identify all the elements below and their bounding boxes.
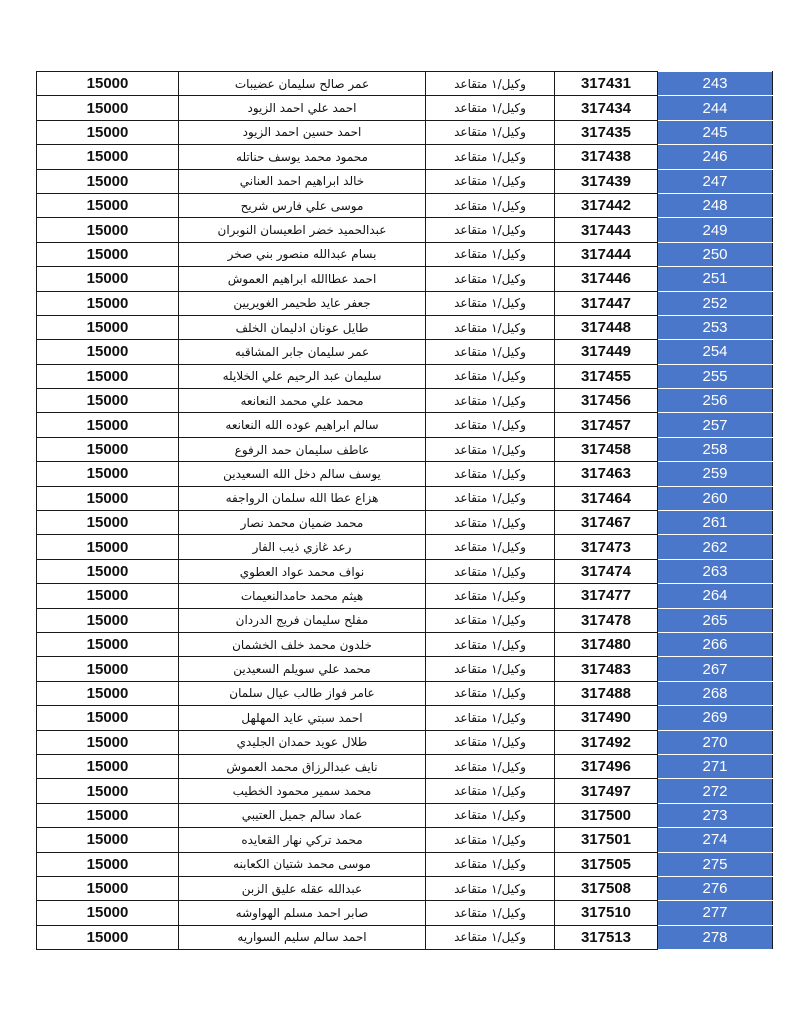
name-cell-text: احمد علي احمد الزيود (247, 101, 357, 116)
id-cell: 317492 (555, 730, 658, 754)
rank-cell (426, 852, 555, 876)
name-cell-text: عمر سليمان جابر المشاقبه (234, 344, 370, 359)
name-cell-text: نايف عبدالرزاق محمد العموش (226, 759, 378, 774)
name-cell-text: عمر صالح سليمان عضيبات (234, 76, 370, 91)
table-row (37, 925, 773, 949)
rank-cell-text: وكيل/١ متقاعد (454, 808, 526, 823)
name-cell (179, 413, 426, 437)
rank-cell-text: وكيل/١ متقاعد (454, 662, 526, 677)
sequence-cell: 269 (658, 706, 773, 730)
amount-cell: 15000 (37, 267, 179, 291)
amount-cell: 15000 (37, 169, 179, 193)
table-row (37, 754, 773, 778)
table-row (37, 437, 773, 461)
table-row (37, 242, 773, 266)
amount-cell: 15000 (37, 730, 179, 754)
rank-cell-text: وكيل/١ متقاعد (454, 101, 526, 116)
id-cell: 317438 (555, 145, 658, 169)
rank-cell (426, 267, 555, 291)
name-cell-text: خالد ابراهيم احمد العناني (239, 174, 365, 189)
name-cell (179, 169, 426, 193)
sequence-cell: 272 (658, 779, 773, 803)
rank-cell-text: وكيل/١ متقاعد (454, 344, 526, 359)
amount-cell: 15000 (37, 413, 179, 437)
amount-cell: 15000 (37, 779, 179, 803)
sequence-cell: 267 (658, 657, 773, 681)
rank-cell-text: وكيل/١ متقاعد (454, 174, 526, 189)
name-cell-text: هزاع عطا الله سلمان الرواجفه (225, 491, 379, 506)
name-cell-text: عامر فواز طالب عيال سلمان (229, 686, 375, 701)
amount-cell: 15000 (37, 340, 179, 364)
rank-cell (426, 779, 555, 803)
id-cell: 317444 (555, 242, 658, 266)
name-cell-text: موسى محمد شتيان الكعابنه (233, 857, 371, 872)
id-cell: 317497 (555, 779, 658, 803)
rank-cell (426, 462, 555, 486)
rank-cell (426, 584, 555, 608)
table-row (37, 828, 773, 852)
rank-cell (426, 486, 555, 510)
id-cell: 317434 (555, 96, 658, 120)
id-cell: 317464 (555, 486, 658, 510)
table-row (37, 389, 773, 413)
sequence-cell: 278 (658, 925, 773, 949)
rank-cell-text: وكيل/١ متقاعد (454, 686, 526, 701)
rank-cell-text: وكيل/١ متقاعد (454, 271, 526, 286)
rank-cell-text: وكيل/١ متقاعد (454, 198, 526, 213)
rank-cell-text: وكيل/١ متقاعد (454, 784, 526, 799)
table-body (37, 72, 773, 950)
rank-cell-text: وكيل/١ متقاعد (454, 125, 526, 140)
id-cell: 317500 (555, 803, 658, 827)
rank-cell (426, 340, 555, 364)
sequence-cell: 273 (658, 803, 773, 827)
rank-cell (426, 608, 555, 632)
rank-cell-text: وكيل/١ متقاعد (454, 613, 526, 628)
sequence-cell: 243 (658, 72, 773, 96)
rank-cell-text: وكيل/١ متقاعد (454, 735, 526, 750)
id-cell: 317505 (555, 852, 658, 876)
rank-cell (426, 925, 555, 949)
amount-cell: 15000 (37, 437, 179, 461)
id-cell: 317513 (555, 925, 658, 949)
name-cell (179, 511, 426, 535)
sequence-cell: 275 (658, 852, 773, 876)
table-row (37, 706, 773, 730)
id-cell: 317449 (555, 340, 658, 364)
sequence-cell: 261 (658, 511, 773, 535)
name-cell-text: بسام عبدالله منصور بني صخر (227, 247, 377, 262)
id-cell: 317496 (555, 754, 658, 778)
sequence-cell: 246 (658, 145, 773, 169)
name-cell-text: جعفر عايد طحيمر الغويريين (233, 296, 371, 311)
name-cell (179, 681, 426, 705)
rank-cell-text: وكيل/١ متقاعد (454, 881, 526, 896)
name-cell-text: محمد سمير محمود الخطيب (232, 784, 372, 799)
rank-cell-text: وكيل/١ متقاعد (454, 540, 526, 555)
sequence-cell: 256 (658, 389, 773, 413)
id-cell: 317488 (555, 681, 658, 705)
rank-cell-text: وكيل/١ متقاعد (454, 223, 526, 238)
rank-cell (426, 828, 555, 852)
table-row (37, 267, 773, 291)
amount-cell: 15000 (37, 925, 179, 949)
table-row (37, 413, 773, 437)
sequence-cell: 251 (658, 267, 773, 291)
sequence-cell: 270 (658, 730, 773, 754)
name-cell (179, 291, 426, 315)
amount-cell: 15000 (37, 291, 179, 315)
rank-cell-text: وكيل/١ متقاعد (454, 76, 526, 91)
rank-cell (426, 535, 555, 559)
sequence-cell: 260 (658, 486, 773, 510)
id-cell: 317473 (555, 535, 658, 559)
sequence-cell: 262 (658, 535, 773, 559)
name-cell-text: يوسف سالم دخل الله السعيدين (223, 466, 381, 481)
amount-cell: 15000 (37, 511, 179, 535)
rank-cell (426, 681, 555, 705)
name-cell-text: محمد علي سويلم السعيدين (233, 662, 371, 677)
name-cell (179, 803, 426, 827)
table-row (37, 145, 773, 169)
sequence-cell: 268 (658, 681, 773, 705)
name-cell-text: طلال عويد حمدان الجليدي (236, 735, 368, 750)
name-cell-text: خلدون محمد خلف الخشمان (232, 637, 372, 652)
name-cell-text: سالم ابراهيم عوده الله النعانعه (225, 418, 379, 433)
rank-cell-text: وكيل/١ متقاعد (454, 491, 526, 506)
rank-cell (426, 803, 555, 827)
rank-cell-text: وكيل/١ متقاعد (454, 905, 526, 920)
table-row (37, 291, 773, 315)
amount-cell: 15000 (37, 96, 179, 120)
table-row (37, 340, 773, 364)
amount-cell: 15000 (37, 657, 179, 681)
name-cell (179, 120, 426, 144)
sequence-cell: 266 (658, 632, 773, 656)
sequence-cell: 258 (658, 437, 773, 461)
id-cell: 317446 (555, 267, 658, 291)
amount-cell: 15000 (37, 852, 179, 876)
amount-cell: 15000 (37, 901, 179, 925)
table-row (37, 876, 773, 900)
name-cell-text: احمد سالم سليم السواريه (237, 930, 367, 945)
amount-cell: 15000 (37, 218, 179, 242)
sequence-cell: 245 (658, 120, 773, 144)
id-cell: 317501 (555, 828, 658, 852)
amount-cell: 15000 (37, 706, 179, 730)
rank-cell-text: وكيل/١ متقاعد (454, 247, 526, 262)
sequence-cell: 265 (658, 608, 773, 632)
amount-cell: 15000 (37, 145, 179, 169)
name-cell-text: عماد سالم جميل العتيبي (241, 808, 363, 823)
name-cell-text: موسى علي فارس شريح (240, 198, 364, 213)
table-row (37, 364, 773, 388)
name-cell (179, 608, 426, 632)
amount-cell: 15000 (37, 315, 179, 339)
id-cell: 317431 (555, 72, 658, 96)
rank-cell-text: وكيل/١ متقاعد (454, 564, 526, 579)
id-cell: 317477 (555, 584, 658, 608)
id-cell: 317435 (555, 120, 658, 144)
table-row (37, 632, 773, 656)
table-row (37, 486, 773, 510)
rank-cell (426, 730, 555, 754)
table-row (37, 72, 773, 96)
name-cell (179, 242, 426, 266)
name-cell-text: مفلح سليمان فريج الدردان (235, 613, 369, 628)
id-cell: 317443 (555, 218, 658, 242)
rank-cell (426, 145, 555, 169)
amount-cell: 15000 (37, 72, 179, 96)
amount-cell: 15000 (37, 535, 179, 559)
rank-cell-text: وكيل/١ متقاعد (454, 296, 526, 311)
sequence-cell: 249 (658, 218, 773, 242)
name-cell (179, 72, 426, 96)
name-cell-text: محمد علي محمد النعانعه (240, 393, 364, 408)
sequence-cell: 247 (658, 169, 773, 193)
rank-cell (426, 193, 555, 217)
name-cell (179, 828, 426, 852)
sequence-cell: 253 (658, 315, 773, 339)
rank-cell (426, 218, 555, 242)
rank-cell-text: وكيل/١ متقاعد (454, 832, 526, 847)
name-cell (179, 218, 426, 242)
name-cell (179, 267, 426, 291)
rank-cell-text: وكيل/١ متقاعد (454, 393, 526, 408)
id-cell: 317457 (555, 413, 658, 437)
rank-cell (426, 169, 555, 193)
name-cell (179, 340, 426, 364)
rank-cell-text: وكيل/١ متقاعد (454, 320, 526, 335)
table-row (37, 535, 773, 559)
name-cell (179, 901, 426, 925)
amount-cell: 15000 (37, 754, 179, 778)
amount-cell: 15000 (37, 681, 179, 705)
sequence-cell: 254 (658, 340, 773, 364)
rank-cell (426, 72, 555, 96)
name-cell-text: احمد عطاالله ابراهيم العموش (227, 271, 377, 286)
id-cell: 317448 (555, 315, 658, 339)
amount-cell: 15000 (37, 584, 179, 608)
name-cell (179, 657, 426, 681)
amount-cell: 15000 (37, 462, 179, 486)
id-cell: 317456 (555, 389, 658, 413)
sequence-cell: 250 (658, 242, 773, 266)
name-cell-text: هيثم محمد حامدالنعيمات (240, 588, 364, 603)
amount-cell: 15000 (37, 559, 179, 583)
rank-cell-text: وكيل/١ متقاعد (454, 637, 526, 652)
name-cell (179, 437, 426, 461)
rank-cell-text: وكيل/١ متقاعد (454, 759, 526, 774)
rank-cell-text: وكيل/١ متقاعد (454, 466, 526, 481)
rank-cell-text: وكيل/١ متقاعد (454, 930, 526, 945)
id-cell: 317508 (555, 876, 658, 900)
name-cell (179, 730, 426, 754)
table-row (37, 779, 773, 803)
name-cell (179, 315, 426, 339)
id-cell: 317480 (555, 632, 658, 656)
name-cell-text: سليمان عبد الرحيم علي الخلايله (222, 369, 382, 384)
sequence-cell: 263 (658, 559, 773, 583)
name-cell-text: محمود محمد يوسف حناتله (236, 149, 368, 164)
sequence-cell: 248 (658, 193, 773, 217)
name-cell (179, 559, 426, 583)
rank-cell (426, 437, 555, 461)
rank-cell-text: وكيل/١ متقاعد (454, 515, 526, 530)
rank-cell (426, 291, 555, 315)
rank-cell (426, 754, 555, 778)
table-row (37, 901, 773, 925)
sequence-cell: 244 (658, 96, 773, 120)
name-cell-text: رعد غازي ذيب الفار (252, 540, 352, 555)
name-cell-text: عبدالحميد خضر اطعيسان النوبران (217, 223, 387, 238)
table-row (37, 730, 773, 754)
rank-cell-text: وكيل/١ متقاعد (454, 418, 526, 433)
table-row (37, 511, 773, 535)
table-row (37, 193, 773, 217)
id-cell: 317442 (555, 193, 658, 217)
table-row (37, 315, 773, 339)
id-cell: 317467 (555, 511, 658, 535)
rank-cell (426, 413, 555, 437)
table-row (37, 96, 773, 120)
rank-cell (426, 364, 555, 388)
rank-cell (426, 96, 555, 120)
sequence-cell: 255 (658, 364, 773, 388)
id-cell: 317483 (555, 657, 658, 681)
name-cell-text: احمد حسين احمد الزيود (242, 125, 362, 140)
sequence-cell: 257 (658, 413, 773, 437)
sequence-cell: 276 (658, 876, 773, 900)
name-cell (179, 364, 426, 388)
id-cell: 317463 (555, 462, 658, 486)
name-cell-text: نواف محمد عواد العطوي (239, 564, 365, 579)
rank-cell-text: وكيل/١ متقاعد (454, 857, 526, 872)
rank-cell (426, 315, 555, 339)
table-row (37, 657, 773, 681)
table-row (37, 584, 773, 608)
rank-cell (426, 559, 555, 583)
name-cell-text: عاطف سليمان حمد الرفوع (234, 442, 370, 457)
name-cell (179, 632, 426, 656)
id-cell: 317510 (555, 901, 658, 925)
name-cell (179, 145, 426, 169)
id-cell: 317474 (555, 559, 658, 583)
table-row (37, 169, 773, 193)
payment-table (36, 71, 773, 950)
sequence-cell: 259 (658, 462, 773, 486)
table-row (37, 120, 773, 144)
name-cell (179, 535, 426, 559)
name-cell-text: عبدالله عقله عليق الزبن (241, 881, 363, 896)
table-row (37, 559, 773, 583)
amount-cell: 15000 (37, 632, 179, 656)
id-cell: 317458 (555, 437, 658, 461)
amount-cell: 15000 (37, 828, 179, 852)
name-cell (179, 925, 426, 949)
amount-cell: 15000 (37, 242, 179, 266)
rank-cell (426, 511, 555, 535)
amount-cell: 15000 (37, 608, 179, 632)
name-cell-text: احمد سبتي عايد المهلهل (241, 710, 363, 725)
document-page (36, 71, 767, 950)
rank-cell (426, 120, 555, 144)
amount-cell: 15000 (37, 120, 179, 144)
name-cell (179, 96, 426, 120)
table-row (37, 462, 773, 486)
name-cell (179, 779, 426, 803)
name-cell (179, 462, 426, 486)
name-cell (179, 486, 426, 510)
rank-cell (426, 242, 555, 266)
amount-cell: 15000 (37, 389, 179, 413)
amount-cell: 15000 (37, 803, 179, 827)
name-cell (179, 852, 426, 876)
name-cell (179, 706, 426, 730)
name-cell-text: محمد تركي نهار القعايده (241, 832, 363, 847)
rank-cell (426, 657, 555, 681)
name-cell (179, 876, 426, 900)
table-row (37, 218, 773, 242)
id-cell: 317447 (555, 291, 658, 315)
amount-cell: 15000 (37, 364, 179, 388)
name-cell (179, 584, 426, 608)
id-cell: 317455 (555, 364, 658, 388)
name-cell (179, 389, 426, 413)
table-row (37, 681, 773, 705)
table-row (37, 803, 773, 827)
table-row (37, 852, 773, 876)
sequence-cell: 264 (658, 584, 773, 608)
rank-cell (426, 632, 555, 656)
sequence-cell: 271 (658, 754, 773, 778)
sequence-cell: 252 (658, 291, 773, 315)
amount-cell: 15000 (37, 193, 179, 217)
id-cell: 317490 (555, 706, 658, 730)
id-cell: 317478 (555, 608, 658, 632)
rank-cell (426, 706, 555, 730)
id-cell: 317439 (555, 169, 658, 193)
rank-cell-text: وكيل/١ متقاعد (454, 588, 526, 603)
rank-cell-text: وكيل/١ متقاعد (454, 369, 526, 384)
rank-cell (426, 389, 555, 413)
name-cell-text: صابر احمد مسلم الهواوشه (235, 905, 369, 920)
rank-cell-text: وكيل/١ متقاعد (454, 710, 526, 725)
rank-cell-text: وكيل/١ متقاعد (454, 442, 526, 457)
sequence-cell: 277 (658, 901, 773, 925)
amount-cell: 15000 (37, 486, 179, 510)
rank-cell-text: وكيل/١ متقاعد (454, 149, 526, 164)
name-cell-text: محمد ضميان محمد نصار (240, 515, 364, 530)
name-cell (179, 193, 426, 217)
sequence-cell: 274 (658, 828, 773, 852)
table-row (37, 608, 773, 632)
rank-cell (426, 876, 555, 900)
amount-cell: 15000 (37, 876, 179, 900)
name-cell-text: طايل عونان ادليمان الخلف (235, 320, 369, 335)
rank-cell (426, 901, 555, 925)
name-cell (179, 754, 426, 778)
